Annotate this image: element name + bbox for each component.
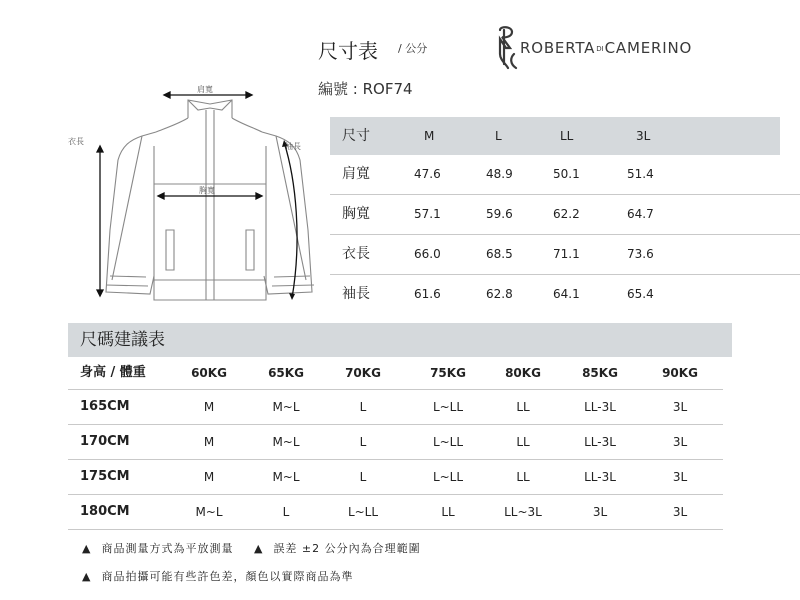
table-row — [330, 155, 800, 195]
cell: LL-3L — [584, 470, 616, 484]
size-header-3l: 3L — [636, 129, 651, 143]
cell: M~L — [272, 435, 300, 449]
cell: 73.6 — [627, 247, 654, 261]
triangle-icon: ▲ — [253, 542, 264, 555]
label-shoulder: 肩寬 — [197, 85, 213, 94]
cell: 71.1 — [553, 247, 580, 261]
cell: 57.1 — [414, 207, 441, 221]
label-chest: 胸寬 — [199, 186, 215, 195]
cell: 3L — [672, 400, 688, 414]
label-length: 衣長 — [68, 137, 84, 146]
size-header-l: L — [495, 129, 502, 143]
cell: M — [203, 435, 215, 449]
cell: L — [359, 400, 367, 414]
header-weight: 70KG — [345, 366, 381, 380]
cell: 68.5 — [486, 247, 513, 261]
table-row — [68, 390, 723, 425]
cell: M~L — [272, 400, 300, 414]
cell: 62.2 — [553, 207, 580, 221]
cell: M — [203, 470, 215, 484]
cell: L — [359, 435, 367, 449]
row-height: 170CM — [80, 434, 130, 449]
cell: LL-3L — [584, 435, 616, 449]
cell: 61.6 — [414, 287, 441, 301]
note-line-2 — [82, 568, 353, 584]
header-weight: 65KG — [268, 366, 304, 380]
cell: 62.8 — [486, 287, 513, 301]
cell: LL — [441, 505, 455, 519]
brand-name-di: DI — [596, 45, 604, 53]
recommend-title: 尺碼建議表 — [68, 323, 732, 357]
cell: 50.1 — [553, 167, 580, 181]
jacket-diagram — [70, 80, 320, 324]
cell: LL — [516, 435, 530, 449]
cell: LL~3L — [504, 505, 542, 519]
header-weight: 90KG — [662, 366, 698, 380]
cell: LL — [516, 400, 530, 414]
cell: 3L — [672, 470, 688, 484]
row-height: 175CM — [80, 469, 130, 484]
table-row — [68, 495, 723, 530]
jacket-drawing — [70, 80, 320, 320]
cell: 3L — [672, 505, 688, 519]
cell: LL — [516, 470, 530, 484]
cell: L~LL — [432, 400, 464, 414]
cell: 3L — [592, 505, 608, 519]
header-weight: 85KG — [582, 366, 618, 380]
size-header-label: 尺寸 — [342, 128, 370, 144]
note-color: 商品拍攝可能有些許色差，顏色以實際商品為準 — [101, 570, 354, 583]
recommend-header — [68, 357, 723, 390]
table-row — [68, 425, 723, 460]
cell: L — [359, 470, 367, 484]
note-measure: 商品測量方式為平放測量 — [101, 542, 234, 555]
cell: 47.6 — [414, 167, 441, 181]
table-row — [330, 275, 800, 314]
note-tolerance: 誤差 ±2 公分內為合理範圍 — [273, 542, 421, 555]
row-label: 袖長 — [342, 286, 370, 302]
table-row — [330, 195, 800, 235]
triangle-icon: ▲ — [82, 570, 92, 583]
size-table-header — [330, 117, 780, 155]
cell: M — [203, 400, 215, 414]
brand-logo-icon — [496, 24, 520, 74]
cell: L~LL — [347, 505, 379, 519]
triangle-icon: ▲ — [82, 542, 92, 555]
cell: 59.6 — [486, 207, 513, 221]
cell: M~L — [195, 505, 223, 519]
brand-name-post: CAMERINO — [604, 39, 693, 57]
row-height: 165CM — [80, 399, 130, 414]
header-weight: 80KG — [505, 366, 541, 380]
table-row — [68, 460, 723, 495]
cell: 48.9 — [486, 167, 513, 181]
cell: 64.1 — [553, 287, 580, 301]
cell: M~L — [272, 470, 300, 484]
page-title: 尺寸表 — [318, 39, 378, 63]
row-height: 180CM — [80, 504, 130, 519]
cell: 3L — [672, 435, 688, 449]
cell: L — [282, 505, 290, 519]
header-weight: 60KG — [191, 366, 227, 380]
size-header-m: M — [424, 129, 435, 143]
brand-name — [520, 39, 692, 57]
row-label: 衣長 — [342, 246, 370, 262]
brand-name-pre: ROBERTA — [520, 39, 596, 57]
cell: 66.0 — [414, 247, 441, 261]
header-weight: 75KG — [430, 366, 466, 380]
cell: 65.4 — [627, 287, 654, 301]
cell: 51.4 — [627, 167, 654, 181]
header-height-weight: 身高 / 體重 — [80, 365, 146, 380]
row-label: 肩寬 — [342, 166, 370, 182]
cell: L~LL — [432, 470, 464, 484]
recommend-table — [68, 357, 723, 530]
product-code: 編號 : ROF74 — [318, 80, 413, 98]
unit-label: / 公分 — [398, 42, 428, 55]
table-row — [330, 235, 800, 275]
cell: L~LL — [432, 435, 464, 449]
row-label: 胸寬 — [342, 206, 370, 222]
label-sleeve: 袖長 — [285, 142, 301, 151]
cell: LL-3L — [584, 400, 616, 414]
cell: 64.7 — [627, 207, 654, 221]
note-line-1 — [82, 540, 421, 556]
size-table — [330, 117, 800, 314]
size-header-ll: LL — [560, 129, 574, 143]
